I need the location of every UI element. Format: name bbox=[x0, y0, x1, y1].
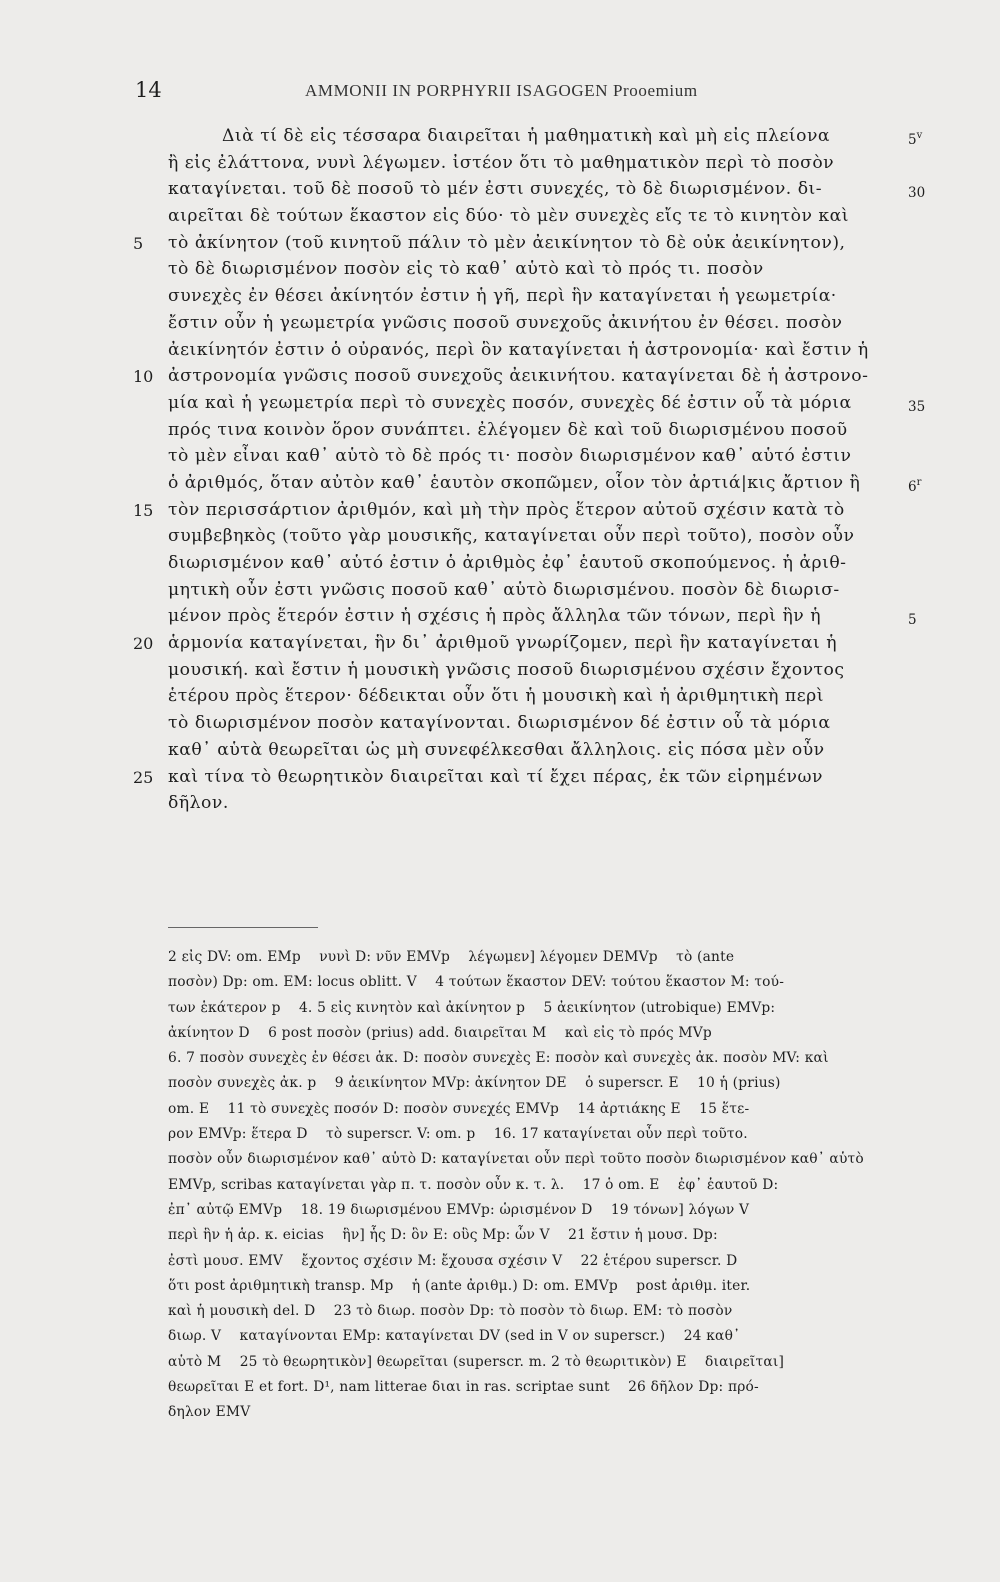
apparatus-line-text: ὅτι post ἀριθμητικὴ transp. Mp ἡ (ante ἀριθμ.) D: om. EMVp post ἀριθμ. iter. bbox=[168, 1277, 751, 1294]
critical-apparatus bbox=[0, 946, 1000, 1427]
apparatus-line bbox=[0, 1224, 1000, 1249]
running-title: AMMONII IN PORPHYRII ISAGOGEN Prooemium bbox=[305, 81, 698, 100]
apparatus-line bbox=[0, 1376, 1000, 1401]
apparatus-line bbox=[0, 1250, 1000, 1275]
apparatus-line bbox=[0, 1275, 1000, 1300]
text-line bbox=[0, 711, 1000, 738]
text-line bbox=[0, 551, 1000, 578]
text-line bbox=[0, 391, 1000, 418]
apparatus-line bbox=[0, 997, 1000, 1022]
text-line bbox=[0, 124, 1000, 151]
apparatus-line bbox=[0, 946, 1000, 971]
line-number: 15 bbox=[133, 500, 154, 520]
text-line-content: δῆλον. bbox=[168, 793, 229, 814]
text-line-content: καὶ τίνα τὸ θεωρητικὸν διαιρεῖται καὶ τί ἔχει πέρας, ἐκ τῶν εἰρημένων bbox=[168, 766, 823, 787]
text-line-content: ἁρμονία καταγίνεται, ἣν δι᾽ ἀριθμοῦ γνωρίζομεν, περὶ ἣν καταγίνεται ἡ bbox=[168, 633, 838, 654]
apparatus-line bbox=[0, 1148, 1000, 1173]
apparatus-line-text: ρον EMVp: ἕτερα D τὸ superscr. V: om. p 16. 17 καταγίνεται οὖν περὶ τοῦτο. bbox=[168, 1126, 748, 1143]
text-line-content: ἑτέρου πρὸς ἕτερον· δέδεικται οὖν ὅτι ἡ μουσικὴ καὶ ἡ ἀριθμητικὴ περὶ bbox=[168, 686, 824, 707]
apparatus-line bbox=[0, 971, 1000, 996]
margin-reference bbox=[908, 604, 917, 632]
text-line bbox=[0, 604, 1000, 631]
apparatus-line-text: των ἑκάτερον p 4. 5 εἰς κινητὸν καὶ ἀκίνητον p 5 ἀεικίνητον (utrobique) EMVp: bbox=[168, 999, 776, 1016]
main-text bbox=[0, 124, 1000, 818]
apparatus-line bbox=[0, 1325, 1000, 1350]
text-line-content: τὸ ἀκίνητον (τοῦ κινητοῦ πάλιν τὸ μὲν ἀεικίνητον τὸ δὲ οὐκ ἀεικίνητον), bbox=[168, 232, 846, 253]
apparatus-line bbox=[0, 1199, 1000, 1224]
apparatus-line bbox=[0, 1022, 1000, 1047]
apparatus-line-text: δηλον EMV bbox=[168, 1404, 251, 1421]
apparatus-line-text: ἐστὶ μουσ. EMV ἔχοντος σχέσιν M: ἔχουσα σχέσιν V 22 ἑτέρου superscr. D bbox=[168, 1252, 738, 1269]
line-number: 20 bbox=[133, 634, 154, 654]
text-line-content: τὸ μὲν εἶναι καθ᾽ αὑτὸ τὸ δὲ πρός τι· ποσὸν διωρισμένον καθ᾽ αὑτό ἐστιν bbox=[168, 446, 852, 467]
text-line-content: ὁ ἀριθμός, ὅταν αὐτὸν καθ᾽ ἑαυτὸν σκοπῶμεν, οἷον τὸν ἀρτιά|κις ἄρτιον ἢ bbox=[168, 472, 861, 493]
apparatus-line-text: αὑτὸ M 25 τὸ θεωρητικὸν] θεωρεῖται (superscr. m. 2 τὸ θεωριτικὸν) E διαιρεῖται] bbox=[168, 1353, 785, 1370]
text-line-content: συμβεβηκὸς (τοῦτο γὰρ μουσικῆς, καταγίνεται οὖν περὶ τοῦτο), ποσὸν οὖν bbox=[168, 526, 855, 547]
page-number: 14 bbox=[135, 78, 162, 102]
apparatus-line bbox=[0, 1098, 1000, 1123]
text-line-content: μουσική. καὶ ἔστιν ἡ μουσικὴ γνῶσις ποσοῦ διωρισμένου σχέσιν ἔχοντος bbox=[168, 659, 845, 680]
text-line-content: ἀεικίνητόν ἐστιν ὁ οὐρανός, περὶ ὃν καταγίνεται ἡ ἀστρονομία· καὶ ἔστιν ἡ bbox=[168, 339, 869, 360]
text-line-content: τὸν περισσάρτιον ἀριθμόν, καὶ μὴ τὴν πρὸς ἕτερον αὐτοῦ σχέσιν κατὰ τὸ bbox=[168, 499, 845, 520]
text-line bbox=[0, 284, 1000, 311]
apparatus-line-text: καὶ ἡ μουσικὴ del. D 23 τὸ διωρ. ποσὸν Dp: τὸ ποσὸν τὸ διωρ. EM: τὸ ποσὸν bbox=[168, 1303, 733, 1320]
margin-reference-side: r bbox=[916, 476, 922, 488]
apparatus-line-text: ἀκίνητον D 6 post ποσὸν (prius) add. διαιρεῖται M καὶ εἰς τὸ πρός MVp bbox=[168, 1024, 712, 1041]
text-line bbox=[0, 765, 1000, 792]
text-line bbox=[0, 658, 1000, 685]
text-line-content: καταγίνεται. τοῦ δὲ ποσοῦ τὸ μέν ἐστι συνεχές, τὸ δὲ διωρισμένον. δι- bbox=[168, 179, 823, 200]
page-header bbox=[0, 78, 1000, 104]
text-line-content: τὸ διωρισμένον ποσὸν καταγίνονται. διωρισμένον δέ ἐστιν οὗ τὰ μόρια bbox=[168, 713, 831, 734]
apparatus-line bbox=[0, 1300, 1000, 1325]
text-line bbox=[0, 338, 1000, 365]
text-line bbox=[0, 204, 1000, 231]
margin-reference-number: 6 bbox=[908, 478, 917, 495]
apparatus-line-text: 6. 7 ποσὸν συνεχὲς ἐν θέσει ἀκ. D: ποσὸν συνεχὲς E: ποσὸν καὶ συνεχὲς ἀκ. ποσὸν MV: καὶ bbox=[168, 1050, 829, 1067]
margin-reference bbox=[908, 177, 925, 205]
apparatus-line-text: EMVp, scribas καταγίνεται γὰρ π. τ. ποσὸν οὖν κ. τ. λ. 17 ὁ om. E ἐφ᾽ ἑαυτοῦ D: bbox=[168, 1176, 779, 1193]
margin-reference-number: 30 bbox=[908, 185, 926, 202]
text-line-content: συνεχὲς ἐν θέσει ἀκίνητόν ἐστιν ἡ γῆ, περὶ ἣν καταγίνεται ἡ γεωμετρία· bbox=[168, 286, 837, 307]
text-line bbox=[0, 471, 1000, 498]
margin-reference-number: 5 bbox=[908, 612, 917, 629]
text-line-content: καθ᾽ αὑτὰ θεωρεῖται ὡς μὴ συνεφέλκεσθαι ἄλληλοις. εἰς πόσα μὲν οὖν bbox=[168, 739, 825, 760]
footnote-divider bbox=[168, 927, 318, 928]
margin-reference-side: v bbox=[916, 130, 923, 141]
text-line bbox=[0, 418, 1000, 445]
text-line bbox=[0, 791, 1000, 818]
margin-reference-number: 5 bbox=[908, 132, 917, 148]
apparatus-line bbox=[0, 1123, 1000, 1148]
apparatus-line-text: om. E 11 τὸ συνεχὲς ποσόν D: ποσὸν συνεχές EMVp 14 ἀρτιάκης E 15 ἕτε- bbox=[168, 1100, 750, 1117]
apparatus-line bbox=[0, 1047, 1000, 1072]
text-line-content: Διὰ τί δὲ εἰς τέσσαρα διαιρεῖται ἡ μαθηματικὴ καὶ μὴ εἰς πλείονα bbox=[222, 126, 831, 146]
apparatus-line-text: διωρ. V καταγίνονται EMp: καταγίνεται DV (sed in V ον superscr.) 24 καθ᾽ bbox=[168, 1328, 741, 1345]
apparatus-line-text: ποσὸν συνεχὲς ἀκ. p 9 ἀεικίνητον MVp: ἀκίνητον DE ὁ superscr. E 10 ἡ (prius) bbox=[168, 1075, 781, 1092]
line-number: 10 bbox=[133, 367, 154, 387]
apparatus-line bbox=[0, 1174, 1000, 1199]
text-line bbox=[0, 738, 1000, 765]
text-line-content: ἢ εἰς ἐλάττονα, νυνὶ λέγωμεν. ἰστέον ὅτι τὸ μαθηματικὸν περὶ τὸ ποσὸν bbox=[168, 152, 835, 173]
apparatus-line bbox=[0, 1401, 1000, 1426]
apparatus-line-text: 2 εἰς DV: om. EMp νυνὶ D: νῦν EMVp λέγωμεν] λέγομεν DEMVp τὸ (ante bbox=[168, 949, 735, 965]
apparatus-line-text: ἐπ᾽ αὐτῷ EMVp 18. 19 διωρισμένου EMVp: ὡρισμένον D 19 τόνων] λόγων V bbox=[168, 1201, 750, 1218]
text-line bbox=[0, 311, 1000, 338]
apparatus-line-text: περὶ ἣν ἡ ἁρ. κ. eicias ἣν] ἧς D: ὃν E: οὓς Mp: ὧν V 21 ἔστιν ἡ μουσ. Dp: bbox=[168, 1227, 718, 1244]
text-line-content: τὸ δὲ διωρισμένον ποσὸν εἰς τὸ καθ᾽ αὑτὸ καὶ τὸ πρός τι. ποσὸν bbox=[168, 259, 764, 280]
text-line-content: πρός τινα κοινὸν ὅρον συνάπτει. ἐλέγομεν δὲ καὶ τοῦ διωρισμένου ποσοῦ bbox=[168, 419, 848, 440]
text-line-content: αιρεῖται δὲ τούτων ἕκαστον εἰς δύο· τὸ μὲν συνεχὲς εἴς τε τὸ κινητὸν καὶ bbox=[168, 206, 849, 227]
apparatus-line-text: ποσὸν) Dp: om. EM: locus oblitt. V 4 τούτων ἕκαστον DEV: τούτου ἕκαστον M: τού- bbox=[168, 974, 785, 991]
text-line-content: διωρισμένον καθ᾽ αὑτό ἐστιν ὁ ἀριθμὸς ἐφ᾽ ἑαυτοῦ σκοπούμενος. ἡ ἀριθ- bbox=[168, 553, 847, 573]
margin-reference bbox=[908, 124, 922, 152]
text-line bbox=[0, 684, 1000, 711]
text-line-content: μητικὴ οὖν ἐστι γνῶσις ποσοῦ καθ᾽ αὑτὸ διωρισμένου. ποσὸν δὲ διωρισ- bbox=[168, 579, 840, 600]
apparatus-line-text: θεωρεῖται E et fort. D¹, nam litterae διαι in ras. scriptae sunt 26 δῆλον Dp: πρό- bbox=[168, 1379, 759, 1396]
text-line bbox=[0, 524, 1000, 551]
apparatus-line bbox=[0, 1351, 1000, 1376]
text-line bbox=[0, 177, 1000, 204]
text-line-content: ἔστιν οὖν ἡ γεωμετρία γνῶσις ποσοῦ συνεχοῦς ἀκινήτου ἐν θέσει. ποσὸν bbox=[168, 312, 843, 333]
text-line-content: μένον πρὸς ἕτερόν ἐστιν ἡ σχέσις ἡ πρὸς ἄλληλα τῶν τόνων, περὶ ἣν ἡ bbox=[168, 606, 822, 627]
text-line bbox=[0, 631, 1000, 658]
text-line-content: ἀστρονομία γνῶσις ποσοῦ συνεχοῦς ἀεικινήτου. καταγίνεται δὲ ἡ ἀστρονο- bbox=[168, 366, 869, 387]
text-line bbox=[0, 444, 1000, 471]
line-number: 25 bbox=[133, 767, 154, 787]
text-line bbox=[0, 151, 1000, 178]
apparatus-line-text: ποσὸν οὖν διωρισμένον καθ᾽ αὑτὸ D: καταγίνεται οὖν περὶ τοῦτο ποσὸν διωρισμένον καθ᾽ αὑτὸ bbox=[168, 1151, 864, 1168]
line-number: 5 bbox=[133, 233, 144, 253]
text-line bbox=[0, 364, 1000, 391]
margin-reference bbox=[908, 471, 921, 499]
text-line bbox=[0, 498, 1000, 525]
margin-reference bbox=[908, 391, 925, 419]
text-line-content: μία καὶ ἡ γεωμετρία περὶ τὸ συνεχὲς ποσόν, συνεχὲς δέ ἐστιν οὗ τὰ μόρια bbox=[168, 392, 852, 413]
margin-reference-number: 35 bbox=[908, 398, 926, 415]
apparatus-line bbox=[0, 1072, 1000, 1097]
text-line bbox=[0, 257, 1000, 284]
text-line bbox=[0, 578, 1000, 605]
text-line bbox=[0, 231, 1000, 258]
